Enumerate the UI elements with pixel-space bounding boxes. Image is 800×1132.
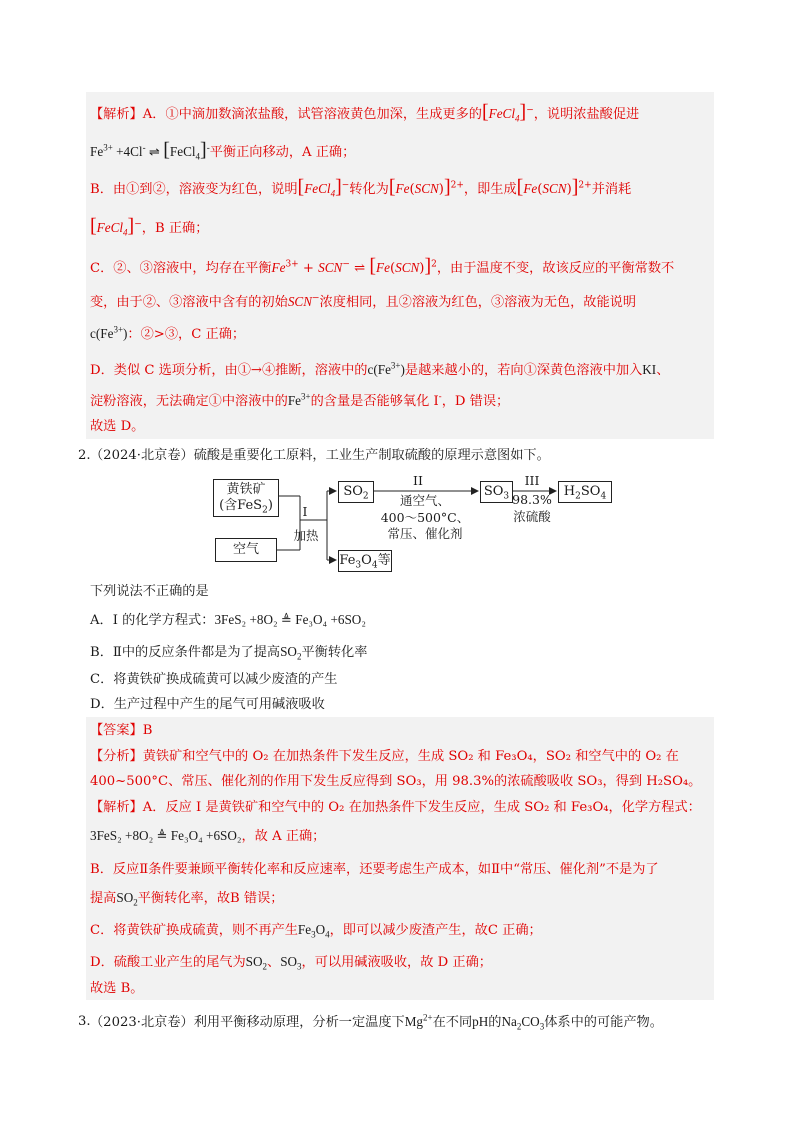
q2-option-b: B．Ⅱ中的反应条件都是为了提高$SO_2$平衡转化率: [90, 644, 368, 662]
q1-analysis-c-line3: $c(Fe^{3+})$：②>③，C 正确；: [90, 324, 246, 342]
q2-explain-b-line2: 提高$SO_2$平衡转化率，故B 错误；: [90, 890, 284, 908]
q1-analysis-d-line2: 淀粉溶液，无法确定①中溶液中的$Fe^{3+}$的含量是否能够氧化 I-，D 错误；: [90, 391, 510, 409]
step1-condition: 加热: [293, 528, 319, 543]
q1-analysis-d-line1: D．类似 C 选项分析，由①→④推断，溶液中的$c(Fe^{3+})$是越来越小的，若向①深黄色溶液中加入KI、: [90, 360, 670, 378]
step2-condition-1: 通空气、: [399, 493, 450, 508]
box-fe3o4: $Fe_3O_4$等: [338, 550, 392, 572]
q1-analysis-a-line1: 【解析】A．①中滴加数滴浓盐酸，试管溶液黄色加深，生成更多的[FeCl$_4$]−，说明浓盐酸促进: [90, 101, 640, 124]
q1-final-answer: 故选 D。: [90, 419, 145, 434]
q2-explain-b-line1: B．反应Ⅱ条件要兼顾平衡转化率和反应速率，还要考虑生产成本，如Ⅱ中“常压、催化剂”不是为了: [90, 862, 659, 877]
q2-explain-a-line2: 3FeS₂ +8O₂ ≜ Fe₃O₄ +6SO₂，故 A 正确；: [90, 828, 326, 844]
step3-condition-2: 浓硫酸: [513, 509, 551, 524]
q2-explain-c: C．将黄铁矿换成硫黄，则不再产生$Fe_3O_4$，即可以减少废渣产生，故C 正确；: [90, 922, 542, 940]
step1-label: I: [302, 504, 308, 519]
box-so3: $SO_3$: [480, 481, 513, 503]
q3-number: 3.: [78, 1014, 91, 1029]
step3-condition-1: 98.3%: [512, 492, 552, 507]
q1-analysis-a-line2: $Fe^{3+} +4Cl^-$ ⇌ [FeCl$_4$]-平衡正向移动，A 正确；: [90, 139, 356, 162]
step3-label: III: [524, 473, 540, 488]
step2-label: II: [413, 473, 423, 488]
q2-final-answer: 故选 B。: [90, 981, 144, 996]
q2-answer: 【答案】B: [90, 723, 153, 738]
q1-analysis-c-line1: C．②、③溶液中，均存在平衡$Fe^{3+} + SCN^-$ ⇌ $[Fe(SCN)]^2$，由于温度不变，故该反应的平衡常数不: [90, 255, 675, 277]
q2-option-d: D．生产过程中产生的尾气可用碱液吸收: [90, 697, 325, 712]
box-so2: $SO_2$: [338, 481, 374, 503]
q2-explain-a-line1: 【解析】A．反应 I 是黄铁矿和空气中的 O₂ 在加热条件下发生反应，生成 SO₂ 和 Fe₃O₄，化学方程式：: [90, 800, 701, 815]
q2-stem: （2024·北京卷）硫酸是重要化工原料，工业生产制取硫酸的原理示意图如下。: [90, 448, 550, 463]
box-pyrite: 黄铁矿 (含FeS$_2$): [213, 479, 279, 517]
q2-option-c: C．将黄铁矿换成硫黄可以减少废渣的产生: [90, 672, 338, 687]
q2-number: 2.: [78, 448, 91, 463]
q1-analysis-b-line1: B．由①到②，溶液变为红色，说明[FeCl$_4$]−转化为$[Fe(SCN)]^{2+}$，即生成$[Fe(SCN)]^{2+}$并消耗: [90, 176, 632, 199]
q2-analysis-line1: 【分析】黄铁矿和空气中的 O₂ 在加热条件下发生反应，生成 SO₂ 和 Fe₃O₄，SO₂ 和空气中的 O₂ 在: [90, 749, 679, 764]
q1-analysis-b-line2: [FeCl$_4$]−，B 正确；: [90, 215, 209, 238]
box-h2so4: $H_2SO_4$: [558, 481, 612, 503]
box-air: 空气: [215, 538, 277, 562]
q2-prompt: 下列说法不正确的是: [90, 584, 209, 599]
q1-analysis-c-line2: 变，由于②、③溶液中含有的初始SCN−浓度相同，且②溶液为红色，③溶液为无色，故能说明: [90, 293, 637, 310]
q2-explain-d: D．硫酸工业产生的尾气为$SO_2$、$SO_3$，可以用碱液吸收，故 D 正确；: [90, 954, 492, 972]
step2-condition-3: 常压、催化剂: [387, 526, 463, 541]
step2-condition-2: 400～500°C、: [380, 510, 470, 525]
q3-stem: （2023·北京卷）利用平衡移动原理，分析一定温度下$Mg^{2+}$在不同pH的$Na_2CO_3$体系中的可能产物。: [90, 1012, 663, 1032]
q2-option-a: A．I 的化学方程式：3FeS₂ +8O₂ ≜ Fe₃O₄ +6SO₂: [90, 612, 366, 628]
q2-analysis-line2: 400~500°C、常压、催化剂的作用下发生反应得到 SO₃，用 98.3%的浓硫酸吸收 SO₃，得到 H₂SO₄。: [90, 774, 702, 789]
